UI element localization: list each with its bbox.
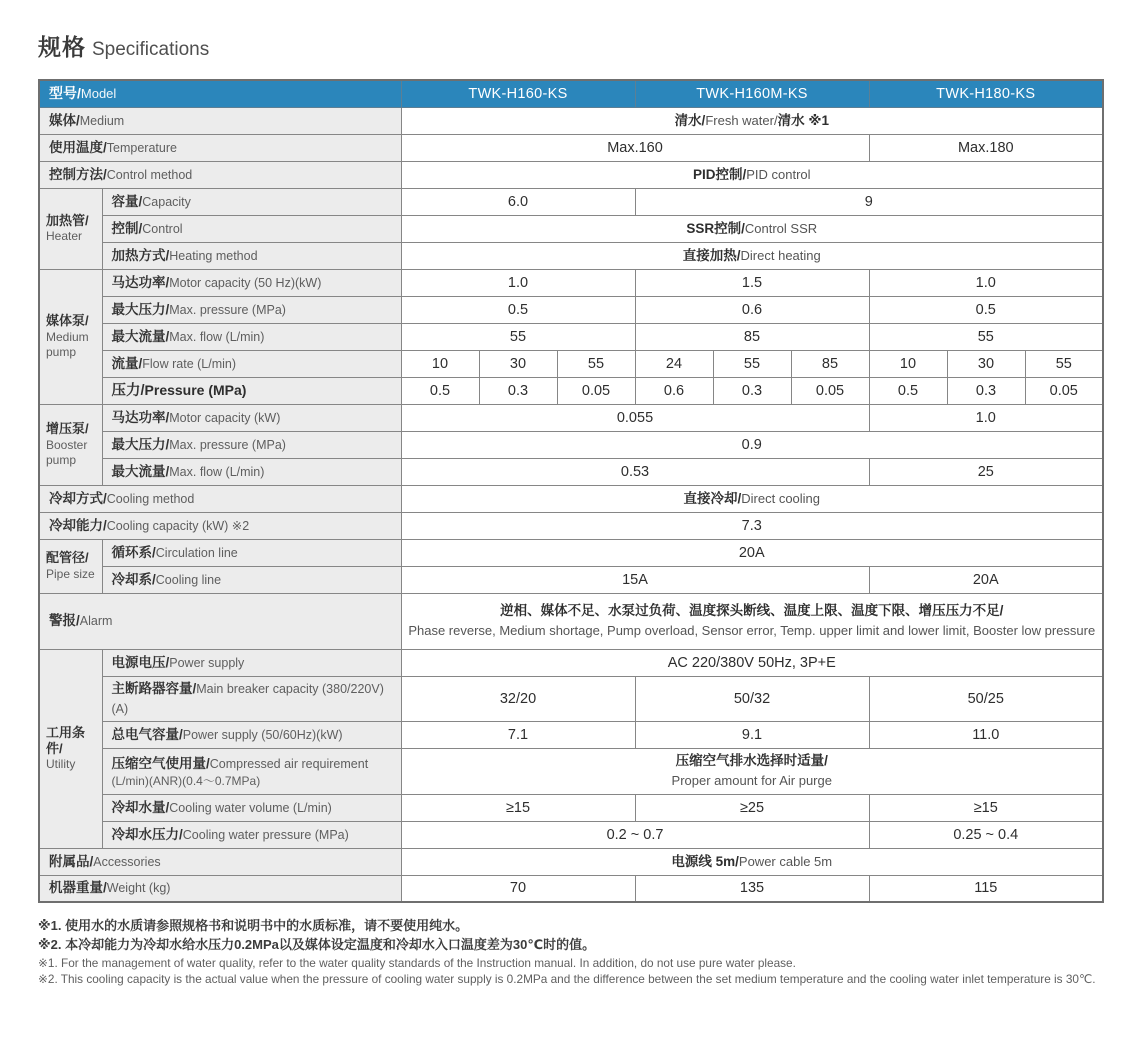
value-en: Power cable 5m — [738, 853, 833, 869]
value-cell-flow-rate-1 — [401, 350, 479, 377]
value-text: 9.1 — [741, 726, 763, 743]
row-label-zh: 冷却水压力/ — [111, 826, 183, 842]
value-cell-heater-control-1 — [401, 215, 1103, 242]
row-label-en: Control method — [106, 167, 193, 182]
value-cell-cooling-line-2 — [869, 566, 1103, 593]
value-text: 85 — [743, 328, 761, 345]
row-label-alarm — [39, 593, 401, 649]
spec-row-control-method — [39, 161, 1103, 188]
spec-row-pump-max-flow — [39, 323, 1103, 350]
row-label-zh: 循环系/ — [111, 544, 156, 560]
value-text: 0.5 — [507, 301, 529, 318]
row-label-zh: 冷却系/ — [111, 571, 156, 587]
value-text: AC 220/380V 50Hz, 3P+E — [667, 654, 836, 671]
value-cell-cooling-water-volume-1 — [401, 794, 635, 821]
spec-row-booster-max-flow — [39, 458, 1103, 485]
spec-row-pump-max-pressure — [39, 296, 1103, 323]
value-cell-flow-rate-6 — [791, 350, 869, 377]
value-zh: 直接冷却/ — [683, 490, 742, 506]
row-label-en: Max. pressure (MPa) — [169, 437, 286, 452]
row-label-control-method — [39, 161, 401, 188]
spec-row-main-breaker — [39, 676, 1103, 721]
row-label-zh: 媒体/ — [49, 112, 80, 128]
row-label-en: Power supply — [169, 655, 245, 670]
value-cell-flow-rate-8 — [947, 350, 1025, 377]
value-cell-weight-1 — [401, 875, 635, 902]
row-label-zh: 冷却水量/ — [111, 799, 170, 815]
value-text: 55 — [1055, 355, 1072, 372]
value-zh: 直接加热/ — [682, 247, 741, 263]
value-cell-heater-capacity-2 — [635, 188, 1103, 215]
row-label-en: Capacity — [142, 194, 191, 209]
row-label-medium — [39, 107, 401, 134]
spec-row-booster-motor — [39, 404, 1103, 431]
row-label-zh: 最大压力/ — [111, 436, 170, 452]
row-label-booster-motor — [102, 404, 401, 431]
row-label-accessories — [39, 848, 401, 875]
value-text: 55 — [509, 328, 527, 345]
spec-row-cooling-capacity — [39, 512, 1103, 539]
value-text: 24 — [665, 355, 683, 372]
value-text: 55 — [977, 328, 994, 345]
value-zh: 电源线 5m/ — [671, 853, 739, 869]
spec-row-pump-motor — [39, 269, 1103, 296]
row-label-en: Motor capacity (50 Hz)(kW) — [169, 275, 322, 290]
row-label-power-supply — [102, 649, 401, 676]
value-text: 6.0 — [507, 193, 529, 210]
row-label-cooling-water-pressure — [102, 821, 401, 848]
value-text: 1.0 — [507, 274, 529, 291]
value-cell-pressure-8 — [947, 377, 1025, 404]
spec-row-total-power — [39, 721, 1103, 748]
value-cell-weight-3 — [869, 875, 1103, 902]
value-cell-compressed-air-1 — [401, 748, 1103, 794]
header-label-zh: 型号/ — [49, 84, 81, 101]
row-label-zh: 容量/ — [111, 193, 143, 209]
spec-row-accessories — [39, 848, 1103, 875]
value-text: 20A — [972, 571, 999, 588]
value-cell-heating-method-1 — [401, 242, 1103, 269]
value-cell-accessories-1 — [401, 848, 1103, 875]
spec-row-alarm — [39, 593, 1103, 649]
value-text: 0.05 — [1049, 382, 1078, 399]
group-label-heater-capacity: 加热管/ Heater — [39, 188, 102, 269]
row-label-en: Circulation line — [155, 545, 238, 560]
spec-row-circulation-line — [39, 539, 1103, 566]
value-zh: 压缩空气排水选择时适量/ — [675, 753, 828, 768]
row-label-zh: 马达功率/ — [111, 274, 170, 290]
spec-row-cooling-line — [39, 566, 1103, 593]
row-label-pump-motor — [102, 269, 401, 296]
row-label-booster-max-pressure — [102, 431, 401, 458]
value-cell-pump-max-flow-1 — [401, 323, 635, 350]
value-text: 1.0 — [975, 274, 996, 291]
value-text: 115 — [974, 880, 998, 897]
value-cell-cooling-capacity-1 — [401, 512, 1103, 539]
row-label-zh: 电源电压/ — [111, 654, 170, 670]
row-label-heater-control — [102, 215, 401, 242]
value-cell-booster-max-flow-1 — [401, 458, 869, 485]
value-text: Max.180 — [957, 139, 1014, 156]
value-cell-pressure-5 — [713, 377, 791, 404]
value-cell-cooling-method-1 — [401, 485, 1103, 512]
value-cell-pressure-4 — [635, 377, 713, 404]
value-cell-flow-rate-5 — [713, 350, 791, 377]
row-label-cooling-capacity — [39, 512, 401, 539]
value-cell-booster-max-flow-2 — [869, 458, 1103, 485]
value-cell-pump-max-pressure-3 — [869, 296, 1103, 323]
row-label-en: Main breaker capacity (380/220V)(A) — [111, 681, 384, 716]
value-cell-circulation-line-1 — [401, 539, 1103, 566]
value-en-line2: Proper amount for Air purge — [671, 773, 832, 788]
value-text: 0.2 ~ 0.7 — [606, 826, 664, 843]
footnote-en-2: ※2. This cooling capacity is the actual value when the pressure of cooling water supply is 0.2MPa and the difference between the set medium temperature and the cooling water inlet temperature is 30℃. — [38, 972, 1096, 987]
value-cell-cooling-water-volume-2 — [635, 794, 869, 821]
value-cell-booster-motor-1 — [401, 404, 869, 431]
row-label-sub: (L/min)(ANR)(0.4～0.7MPa) — [111, 773, 261, 788]
value-text: 50/32 — [733, 690, 771, 707]
model-name-2: TWK-H160M-KS — [635, 80, 869, 107]
row-label-zh: 最大流量/ — [111, 328, 170, 344]
row-label-en: Cooling water pressure (MPa) — [182, 827, 349, 842]
value-cell-flow-rate-4 — [635, 350, 713, 377]
row-label-compressed-air — [102, 748, 401, 794]
value-text: 0.6 — [663, 382, 685, 399]
value-cell-main-breaker-2 — [635, 676, 869, 721]
value-text: 0.055 — [616, 409, 654, 426]
spec-row-medium — [39, 107, 1103, 134]
row-label-en: Motor capacity (kW) — [169, 410, 281, 425]
value-cell-heater-capacity-1 — [401, 188, 635, 215]
value-text: 9 — [864, 193, 873, 210]
row-label-zh: 最大压力/ — [111, 301, 170, 317]
value-cell-temperature-2 — [869, 134, 1103, 161]
value-cell-cooling-water-volume-3 — [869, 794, 1103, 821]
row-label-zh: 压力/ — [111, 382, 145, 399]
value-text: 50/25 — [967, 690, 1004, 707]
value-text: 11.0 — [972, 726, 1000, 743]
row-label-zh: 主断路器容量/ — [111, 680, 197, 696]
value-en: Direct heating — [740, 247, 821, 263]
value-cell-control-method-1 — [401, 161, 1103, 188]
model-name-3: TWK-H180-KS — [869, 80, 1103, 107]
value-cell-flow-rate-3 — [557, 350, 635, 377]
row-label-zh: 流量/ — [111, 355, 143, 371]
header-row — [39, 80, 1103, 107]
value-cell-pressure-9 — [1025, 377, 1103, 404]
row-label-main-breaker — [102, 676, 401, 721]
row-label-zh: 冷却方式/ — [49, 490, 107, 506]
group-label-circulation-line: 配管径/ Pipe size — [39, 539, 102, 593]
table-header — [39, 80, 1103, 107]
row-label-pressure — [102, 377, 401, 404]
value-text: 70 — [509, 880, 527, 897]
value-text: 0.5 — [975, 301, 996, 318]
value-text: 0.5 — [897, 382, 919, 399]
header-label-en: Model — [80, 85, 117, 101]
value-cell-alarm-1 — [401, 593, 1103, 649]
spec-row-cooling-water-pressure — [39, 821, 1103, 848]
row-label-total-power — [102, 721, 401, 748]
value-cell-total-power-2 — [635, 721, 869, 748]
group-label-power-supply: 工用条件/ Utility — [39, 649, 102, 848]
value-cell-pressure-3 — [557, 377, 635, 404]
value-cell-pump-motor-3 — [869, 269, 1103, 296]
row-label-en: Power supply (50/60Hz)(kW) — [182, 727, 343, 742]
value-zh-tail: 清水 ※1 — [777, 112, 829, 128]
row-label-en: Accessories — [93, 854, 161, 869]
value-text: 0.25 ~ 0.4 — [953, 826, 1019, 843]
row-label-en: Cooling method — [106, 491, 195, 506]
value-cell-pressure-7 — [869, 377, 947, 404]
model-header-label — [39, 80, 401, 107]
value-cell-pump-max-pressure-1 — [401, 296, 635, 323]
value-zh: 逆相、媒体不足、水泵过负荷、温度探头断线、温度上限、温度下限、增压压力不足/ — [500, 603, 1004, 618]
row-label-zh: 马达功率/ — [111, 409, 170, 425]
value-en: PID control — [746, 166, 811, 182]
value-cell-temperature-1 — [401, 134, 869, 161]
value-cell-pump-max-flow-2 — [635, 323, 869, 350]
row-label-en: Flow rate (L/min) — [142, 356, 237, 371]
value-en: Control SSR — [744, 220, 818, 236]
row-label-flow-rate — [102, 350, 401, 377]
row-label-zh: 控制/ — [111, 220, 143, 236]
value-cell-pump-motor-2 — [635, 269, 869, 296]
value-cell-flow-rate-9 — [1025, 350, 1103, 377]
spec-row-booster-max-pressure — [39, 431, 1103, 458]
row-label-en: Cooling water volume (L/min) — [169, 800, 332, 815]
value-cell-total-power-1 — [401, 721, 635, 748]
value-en: Fresh water/ — [705, 112, 778, 128]
value-cell-medium-1 — [401, 107, 1103, 134]
row-label-en: Pressure (MPa) — [144, 381, 247, 398]
row-label-en: Cooling capacity (kW) ※2 — [106, 518, 250, 533]
row-label-weight — [39, 875, 401, 902]
row-label-heating-method — [102, 242, 401, 269]
spec-row-power-supply — [39, 649, 1103, 676]
value-en-line2: Phase reverse, Medium shortage, Pump overload, Sensor error, Temp. upper limit and lower limit, Booster low pressure — [408, 623, 1096, 638]
row-label-en: Heating method — [169, 248, 258, 263]
row-label-en: Max. pressure (MPa) — [169, 302, 286, 317]
value-cell-pressure-6 — [791, 377, 869, 404]
row-label-circulation-line — [102, 539, 401, 566]
value-cell-flow-rate-7 — [869, 350, 947, 377]
row-label-booster-max-flow — [102, 458, 401, 485]
spec-row-compressed-air — [39, 748, 1103, 794]
value-text: 0.9 — [741, 436, 762, 453]
spec-row-heater-control — [39, 215, 1103, 242]
value-text: 55 — [743, 355, 761, 372]
row-label-zh: 压缩空气使用量/ — [111, 755, 210, 771]
footnote-en-1: ※1. For the management of water quality, refer to the water quality standards of the Instruction manual. In addition, do not use pure water please. — [38, 955, 796, 970]
row-label-heater-capacity — [102, 188, 401, 215]
value-text: ≥15 — [973, 799, 998, 816]
value-zh: SSR控制/ — [686, 220, 745, 236]
table-body — [39, 107, 1103, 902]
row-label-en: Medium — [79, 113, 125, 128]
row-label-en: Control — [142, 221, 183, 236]
spec-row-cooling-method — [39, 485, 1103, 512]
value-text: Max.160 — [607, 139, 663, 156]
value-cell-cooling-water-pressure-1 — [401, 821, 869, 848]
group-label-pump-motor: 媒体泵/ Medium pump — [39, 269, 102, 404]
value-text: 15A — [622, 571, 648, 588]
row-label-cooling-line — [102, 566, 401, 593]
value-text: 0.53 — [620, 463, 650, 480]
spec-row-heating-method — [39, 242, 1103, 269]
value-text: 0.05 — [815, 382, 845, 399]
footnote-zh-1: ※1. 使用水的水质请参照规格书和说明书中的水质标准，请不要使用纯水。 — [38, 918, 469, 933]
row-label-temperature — [39, 134, 401, 161]
spec-row-flow-rate — [39, 350, 1103, 377]
spec-row-temperature — [39, 134, 1103, 161]
value-text: 1.0 — [975, 409, 996, 426]
row-label-en: Temperature — [106, 140, 177, 155]
value-cell-main-breaker-3 — [869, 676, 1103, 721]
value-text: 30 — [977, 355, 995, 372]
value-cell-main-breaker-1 — [401, 676, 635, 721]
value-cell-pump-max-pressure-2 — [635, 296, 869, 323]
value-text: ≥25 — [739, 799, 765, 816]
row-label-zh: 附属品/ — [49, 853, 94, 869]
specifications-table — [38, 79, 1104, 903]
value-text: 10 — [431, 355, 449, 372]
value-text: 0.6 — [741, 301, 763, 318]
row-label-en: Alarm — [79, 614, 113, 628]
value-cell-cooling-line-1 — [401, 566, 869, 593]
value-text: 135 — [739, 880, 765, 897]
value-text: 0.05 — [581, 382, 611, 399]
value-text: 7.3 — [741, 517, 762, 534]
value-cell-pressure-2 — [479, 377, 557, 404]
row-label-zh: 总电气容量/ — [111, 726, 183, 742]
value-text: 20A — [738, 544, 765, 561]
spec-row-cooling-water-volume — [39, 794, 1103, 821]
value-cell-total-power-3 — [869, 721, 1103, 748]
row-label-zh: 加热方式/ — [111, 247, 170, 263]
model-name-1: TWK-H160-KS — [401, 80, 635, 107]
row-label-en: Max. flow (L/min) — [169, 329, 265, 344]
row-label-cooling-water-volume — [102, 794, 401, 821]
value-text: 0.3 — [507, 382, 529, 399]
row-label-zh: 控制方法/ — [49, 166, 107, 182]
value-cell-pump-motor-1 — [401, 269, 635, 296]
value-text: 85 — [821, 355, 839, 372]
value-text: 7.1 — [507, 726, 529, 743]
value-text: 32/20 — [499, 690, 537, 707]
row-label-zh: 使用温度/ — [49, 139, 107, 155]
value-cell-flow-rate-2 — [479, 350, 557, 377]
footnote-zh-2: ※2. 本冷却能力为冷却水给水压力0.2MPa以及媒体设定温度和冷却水入口温度差为30℃时的值。 — [38, 936, 596, 952]
value-zh: 清水/ — [674, 112, 706, 128]
page-title — [38, 26, 1102, 63]
value-cell-pressure-1 — [401, 377, 479, 404]
value-text: 25 — [977, 463, 994, 480]
value-en: Direct cooling — [741, 490, 821, 506]
row-label-pump-max-pressure — [102, 296, 401, 323]
value-text: ≥15 — [505, 799, 531, 816]
row-label-cooling-method — [39, 485, 401, 512]
value-text: 30 — [509, 355, 527, 372]
value-text: 0.3 — [975, 382, 997, 399]
row-label-en: Cooling line — [155, 572, 222, 587]
value-cell-weight-2 — [635, 875, 869, 902]
value-cell-booster-max-pressure-1 — [401, 431, 1103, 458]
group-label-booster-motor: 增压泵/ Booster pump — [39, 404, 102, 485]
row-label-en: Max. flow (L/min) — [169, 464, 265, 479]
page-title-zh: 规格 — [38, 34, 86, 60]
value-text: 0.5 — [429, 382, 451, 399]
value-cell-power-supply-1 — [401, 649, 1103, 676]
row-label-zh: 冷却能力/ — [49, 517, 107, 533]
value-text: 10 — [899, 355, 917, 372]
value-cell-booster-motor-2 — [869, 404, 1103, 431]
footnotes — [38, 917, 1110, 988]
row-label-zh: 警报/ — [49, 613, 80, 628]
value-cell-cooling-water-pressure-2 — [869, 821, 1103, 848]
value-cell-pump-max-flow-3 — [869, 323, 1103, 350]
spec-row-heater-capacity — [39, 188, 1103, 215]
spec-row-pressure — [39, 377, 1103, 404]
value-text: 1.5 — [741, 274, 763, 291]
value-zh: PID控制/ — [692, 166, 747, 182]
row-label-en: Compressed air requirement — [209, 756, 369, 771]
page-title-en: Specifications — [92, 39, 210, 60]
spec-row-weight — [39, 875, 1103, 902]
value-text: 0.3 — [741, 382, 763, 399]
row-label-pump-max-flow — [102, 323, 401, 350]
row-label-en: Weight (kg) — [106, 881, 171, 896]
value-text: 55 — [587, 355, 605, 372]
row-label-zh: 机器重量/ — [49, 880, 107, 896]
row-label-zh: 最大流量/ — [111, 463, 170, 479]
